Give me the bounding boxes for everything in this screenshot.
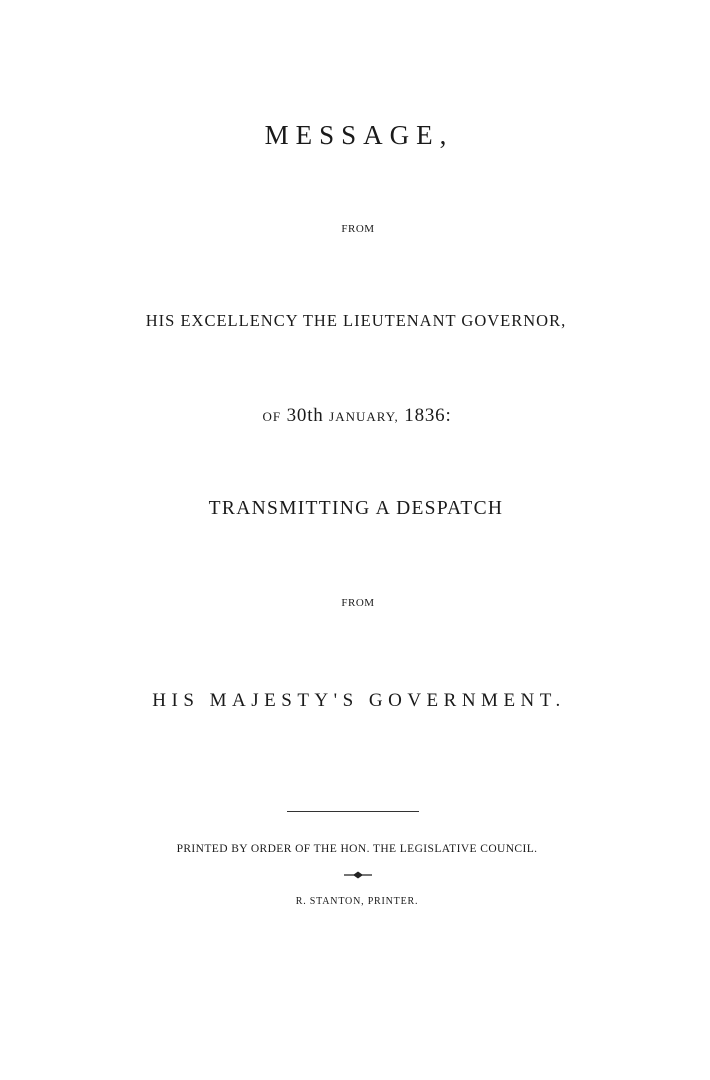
printer-line: R. STANTON, PRINTER. — [295, 896, 419, 907]
date-of: OF — [262, 409, 282, 424]
sender-line: HIS EXCELLENCY THE LIEUTENANT GOVERNOR, — [145, 311, 567, 330]
date-day: 30th — [286, 405, 324, 426]
divider-rule — [287, 811, 419, 812]
government-line: HIS MAJESTY'S GOVERNMENT. — [152, 690, 566, 711]
date-line — [0, 405, 710, 427]
printed-by-line: PRINTED BY ORDER OF THE HON. THE LEGISLATIVE COUNCIL. — [176, 843, 538, 855]
date-month: JANUARY, — [329, 409, 399, 424]
from-label-1: FROM — [341, 223, 375, 235]
ornament-icon — [343, 869, 373, 881]
transmitting-line: TRANSMITTING A DESPATCH — [208, 498, 504, 519]
from-label-2: FROM — [341, 597, 375, 609]
date-year: 1836: — [404, 405, 452, 426]
page-title: MESSAGE, — [264, 120, 454, 150]
